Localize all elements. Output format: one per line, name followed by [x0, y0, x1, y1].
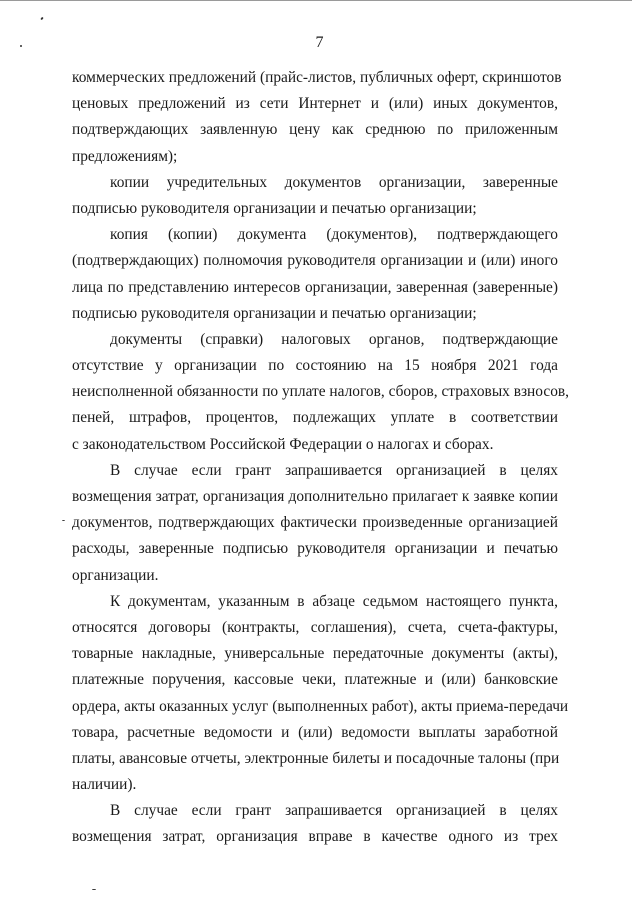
text-line: организации.: [72, 566, 159, 584]
text-line: В случае если грант запрашивается организацией в целях: [110, 802, 558, 820]
page-number: 7: [315, 34, 324, 51]
scan-speck: [40, 17, 43, 21]
document-body: [72, 65, 570, 851]
paragraph: [72, 458, 558, 589]
paragraph: [72, 327, 570, 458]
text-line: (подтверждающих) полномочия руководителя организации и (или) иного: [72, 252, 558, 270]
text-line: подписью руководителя организации и печатью организации;: [72, 199, 477, 217]
text-line: неисполненной обязанности по уплате налогов, сборов, страховых взносов,: [72, 383, 570, 401]
text-line: подписью руководителя организации и печатью организации;: [72, 304, 477, 322]
text-line: предложениям);: [72, 147, 178, 165]
text-line: К документам, указанным в абзаце седьмом настоящего пункта,: [110, 592, 558, 610]
text-line: платежные поручения, кассовые чеки, платежные и (или) банковские: [72, 671, 558, 689]
text-line: наличии).: [72, 776, 137, 794]
text-line: В случае если грант запрашивается организацией в целях: [110, 461, 558, 479]
paragraph: [72, 65, 562, 170]
text-line: возмещения затрат, организация вправе в качестве одного из трех: [72, 828, 558, 846]
text-line: пеней, штрафов, процентов, подлежащих уплате в соответствии: [72, 409, 558, 427]
paragraph: [72, 222, 558, 327]
text-line: платы, авансовые отчеты, электронные билеты и посадочные талоны (при: [72, 749, 560, 767]
text-line: относятся договоры (контракты, соглашения), счета, счета-фактуры,: [72, 618, 558, 636]
text-line: отсутствие у организации по состоянию на 15 ноября 2021 года: [72, 357, 558, 375]
text-line: подтверждающих заявленную цену как среднюю по приложенным: [72, 121, 558, 139]
text-line: возмещения затрат, организация дополнительно прилагает к заявке копии: [72, 488, 558, 505]
paragraph: [72, 170, 558, 222]
text-line: ценовых предложений из сети Интернет и (или) иных документов,: [72, 95, 558, 113]
text-line: лица по представлению интересов организации, заверенная (заверенные): [72, 278, 558, 296]
text-line: ордера, акты оказанных услуг (выполненных работ), акты приема-передачи: [72, 697, 569, 715]
scan-speck: [92, 889, 96, 890]
text-line: товара, расчетные ведомости и (или) ведомости выплаты заработной: [72, 723, 558, 741]
paragraph: [72, 589, 569, 799]
text-line: расходы, заверенные подписью руководителя организации и печатью: [72, 540, 558, 558]
text-line: с законодательством Российской Федерации о налогах и сборах.: [72, 435, 494, 453]
text-line: документов, подтверждающих фактически произведенные организацией: [72, 514, 558, 532]
text-line: копия (копии) документа (документов), подтверждающего: [110, 226, 558, 244]
text-line: документы (справки) налоговых органов, подтверждающие: [110, 330, 558, 348]
text-line: товарные накладные, универсальные передаточные документы (акты),: [72, 645, 558, 663]
scan-speck: [62, 520, 65, 521]
text-line: коммерческих предложений (прайс-листов, публичных оферт, скриншотов: [72, 69, 562, 86]
scan-edge-line: [0, 0, 632, 1]
text-line: копии учредительных документов организации, заверенные: [110, 173, 558, 191]
paragraph: [72, 798, 558, 850]
